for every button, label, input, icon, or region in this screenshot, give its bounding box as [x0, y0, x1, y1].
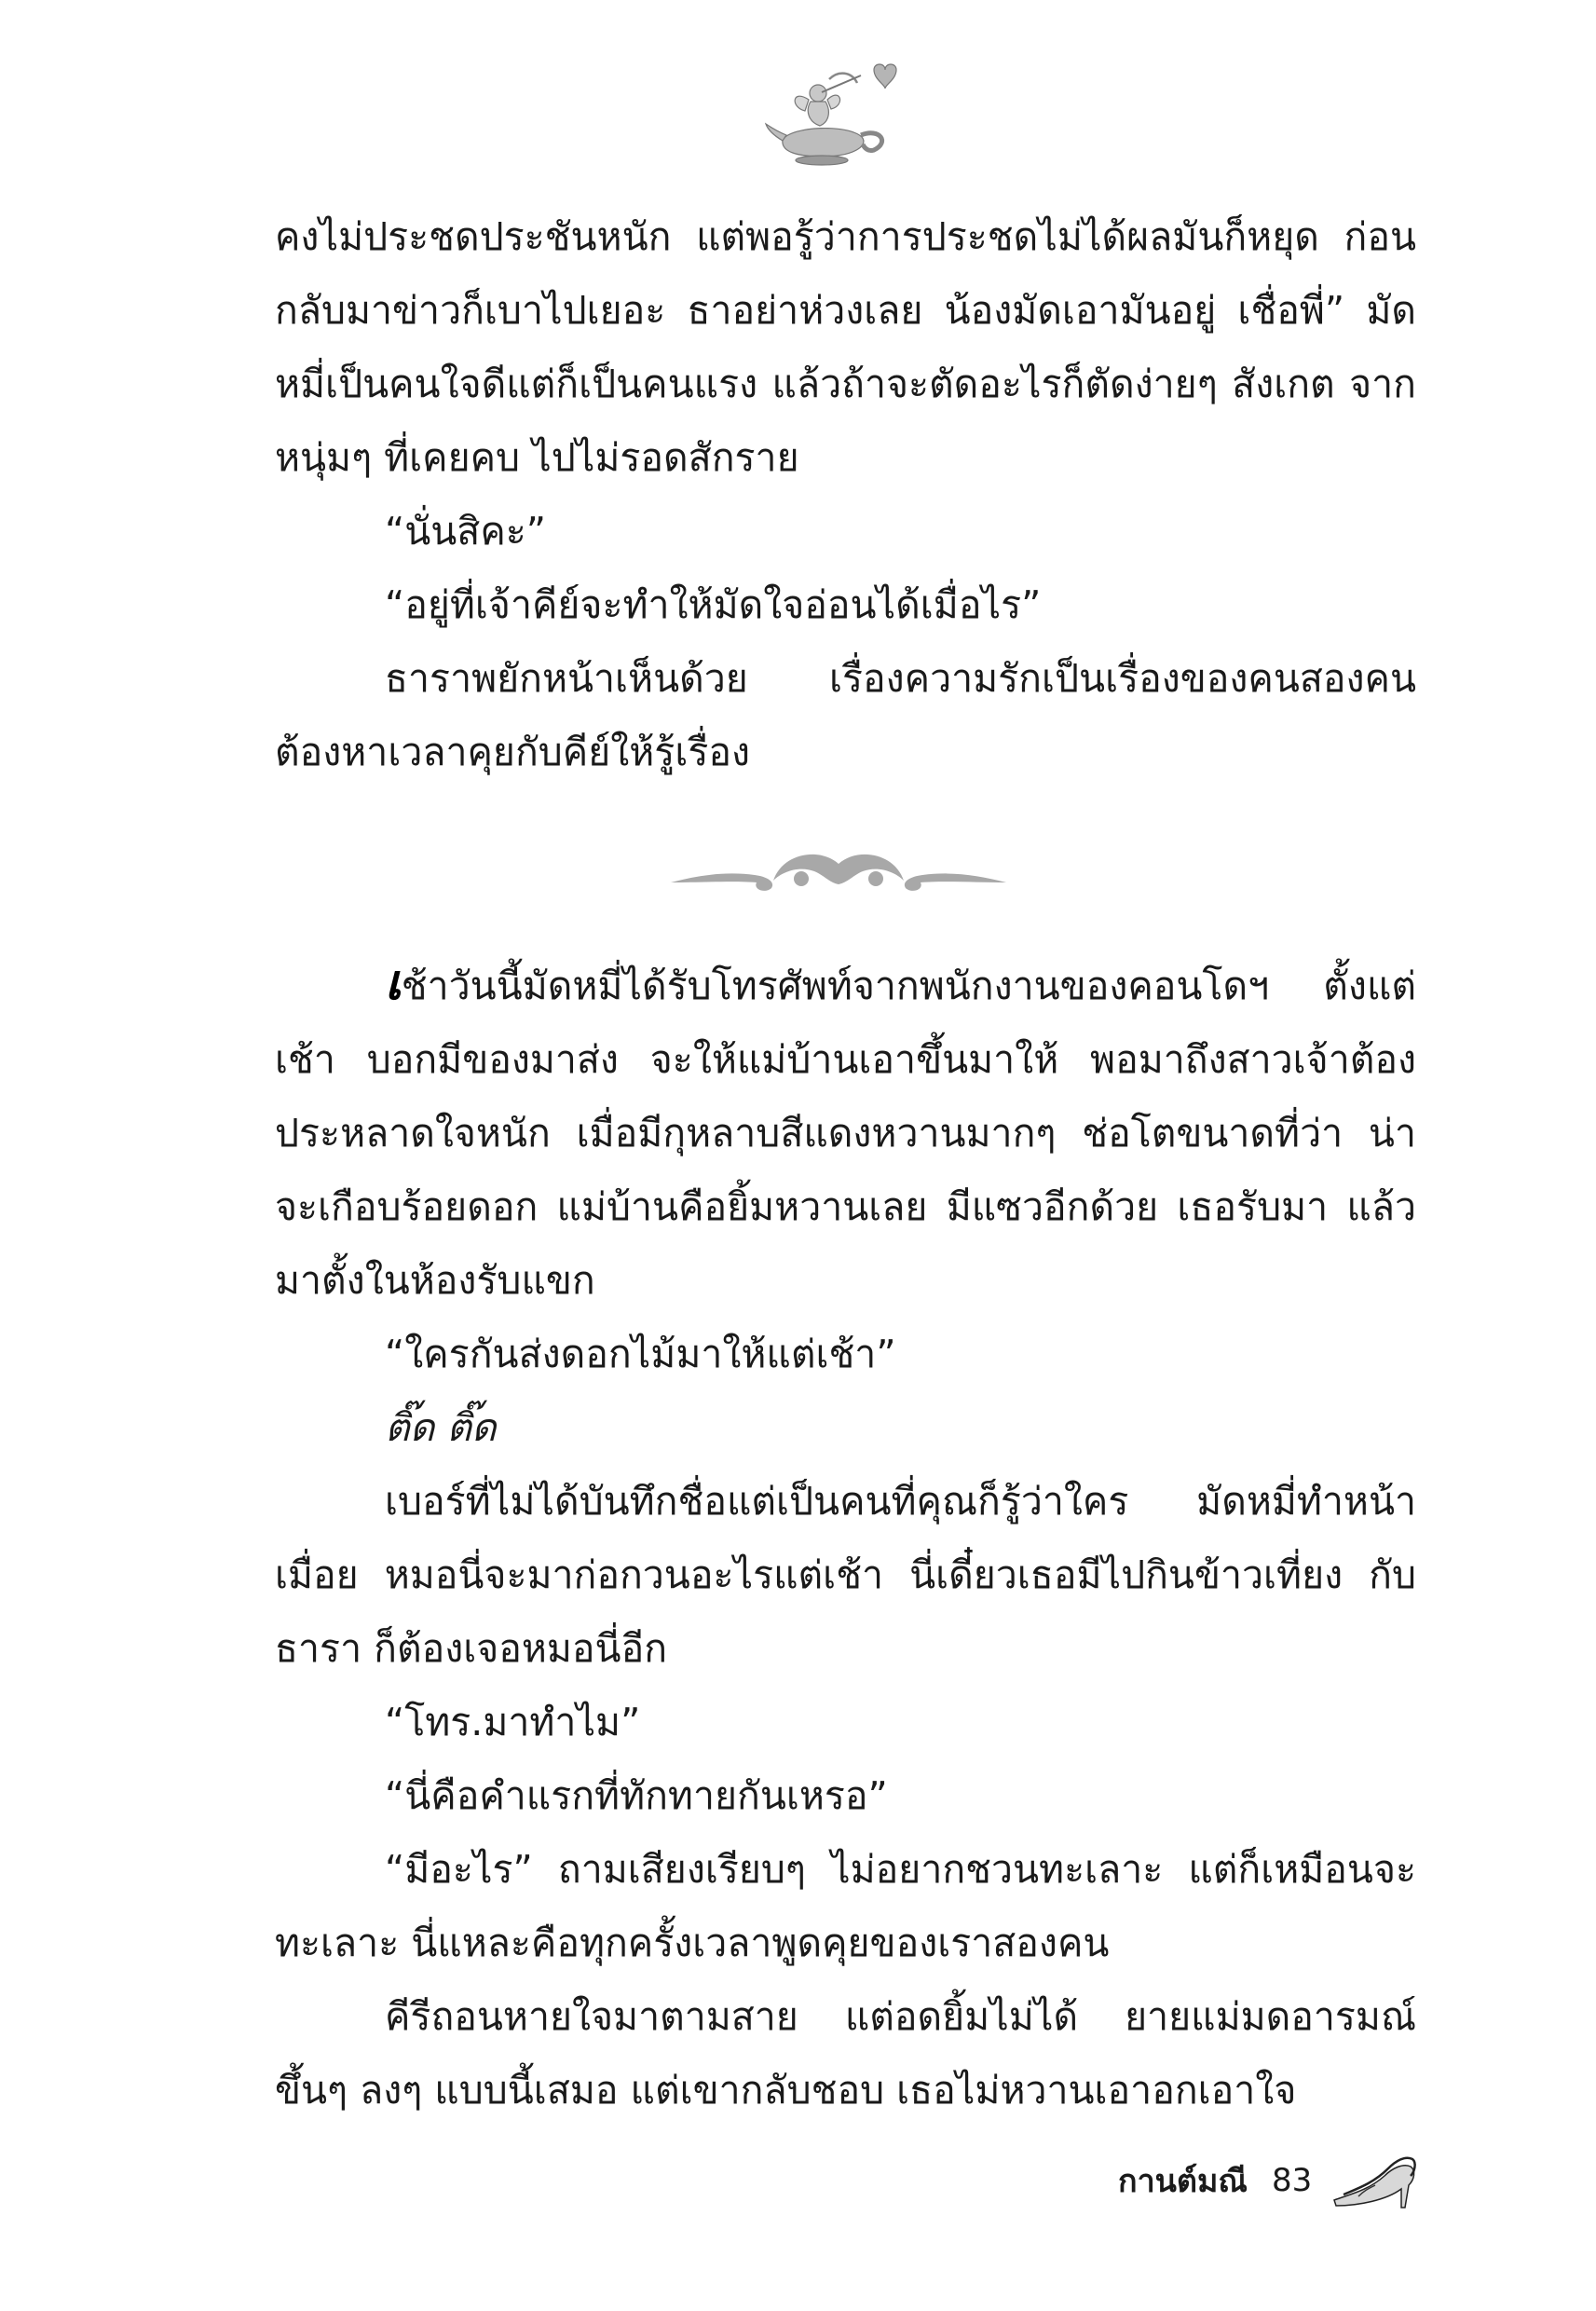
drop-cap: เ — [385, 954, 402, 1011]
paragraph: คีรีถอนหายใจมาตามสาย แต่อดยิ้มไม่ได้ ยายแม่มดอารมณ์ ขึ้นๆ ลงๆ แบบนี้เสมอ แต่เขากลับชอบ เธอไม่หวานเอาอกเอาใจ — [275, 1994, 1416, 2113]
cupid-teapot-icon — [764, 51, 904, 172]
dialogue-line: “โทร.มาทำไม” — [385, 1700, 641, 1744]
dialogue-line: “นี่คือคำแรกที่ทักทายกันเหรอ” — [385, 1773, 888, 1818]
page-number: 83 — [1271, 2162, 1313, 2199]
top-text-block — [275, 200, 1416, 789]
page-footer — [1118, 2143, 1435, 2218]
dialogue-line: “นั่นสิคะ” — [385, 509, 547, 554]
paragraph: “มีอะไร” ถามเสียงเรียบๆ ไม่อยากชวนทะเลาะ แต่ก็เหมือนจะ ทะเลาะ นี่แหละคือทุกครั้งเวลาพูดคุยของเราสองคน — [275, 1847, 1416, 1965]
scroll-divider-icon — [662, 834, 1016, 909]
paragraph-text: ช้าวันนี้มัดหมี่ได้รับโทรศัพท์จากพนักงานของคอนโดฯ ตั้งแต่เช้า บอกมีของมาส่ง จะให้แม่บ้านเอาขึ้นมาให้ พอมาถึงสาวเจ้าต้อง ประหลาดใจหนัก เมื่อมีกุหลาบสีแดงหวานมากๆ ช่อโตขนาดที่ว่า น่าจะเกือบร้อยดอก แม่บ้านคือยิ้มหวานเลย มีแซวอีกด้วย เธอรับมา แล้วมาตั้งในห้องรับแขก — [275, 964, 1416, 1303]
paragraph: คงไม่ประชดประชันหนัก แต่พอรู้ว่าการประชดไม่ได้ผลมันก็หยุด ก่อนกลับมาข่าวก็เบาไปเยอะ ธาอย่าห่วงเลย น้องมัดเอามันอยู่ เชื่อพี่” มัดหมี่เป็นคนใจดีแต่ก็เป็นคนแรง แล้วถ้าจะตัดอะไรก็ตัดง่ายๆ สังเกต จากหนุ่มๆ ที่เคยคบ ไปไม่รอดสักราย — [275, 214, 1416, 480]
high-heel-shoes-icon — [1330, 2148, 1419, 2213]
paragraph — [275, 946, 1416, 1318]
dialogue-line: “ใครกันส่งดอกไม้มาให้แต่เช้า” — [385, 1332, 896, 1376]
bottom-text-block — [275, 946, 1416, 2127]
paragraph: เบอร์ที่ไม่ได้บันทึกชื่อแต่เป็นคนที่คุณก็รู้ว่าใคร มัดหมี่ทำหน้า เมื่อย หมอนี่จะมาก่อกวนอะไรแต่เช้า นี่เดี๋ยวเธอมีไปกินข้าวเที่ยง กับธารา ก็ต้องเจอหมอนี่อีก — [275, 1479, 1416, 1671]
dialogue-line: “อยู่ที่เจ้าคีย์จะทำให้มัดใจอ่อนได้เมื่อไร” — [385, 582, 1042, 627]
running-title: กานต์มณี — [1118, 2163, 1248, 2200]
sound-effect-line: ติ๊ด ติ๊ด — [385, 1405, 497, 1450]
paragraph: ธาราพยักหน้าเห็นด้วย เรื่องความรักเป็นเรื่องของคนสองคน ต้องหาเวลาคุยกับคีย์ให้รู้เรื่อง — [275, 656, 1416, 774]
